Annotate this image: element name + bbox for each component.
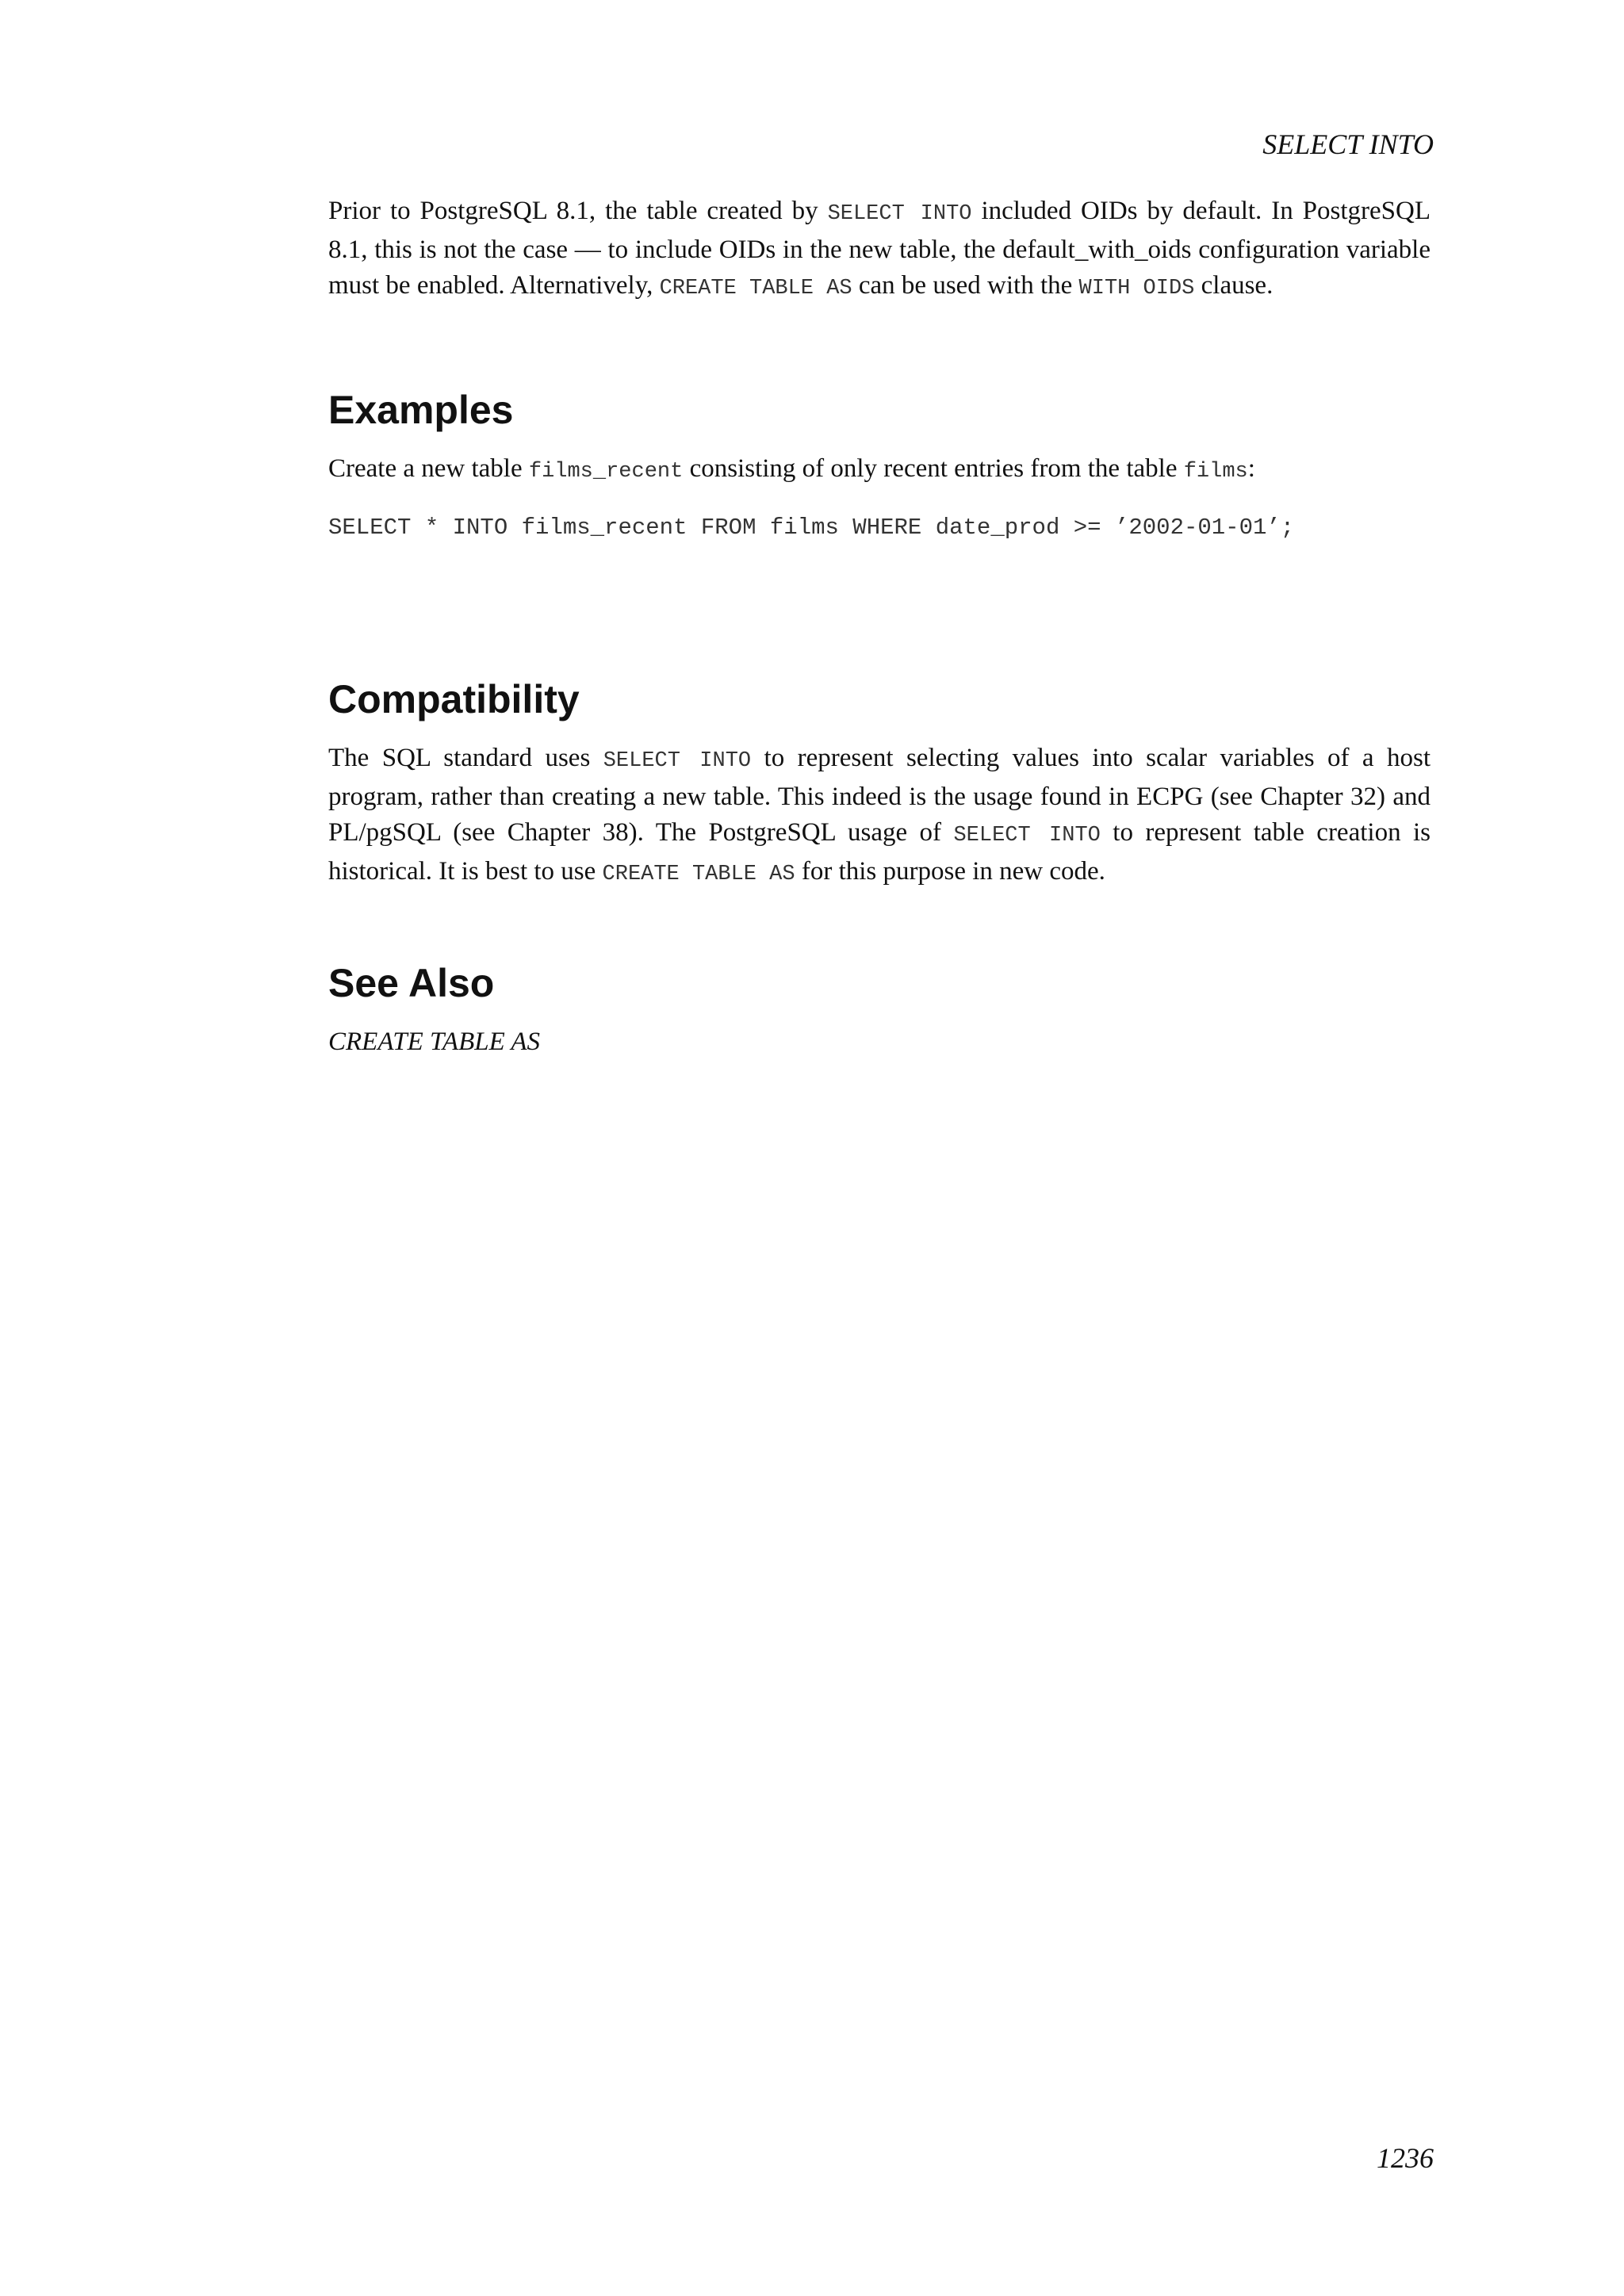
- intro-paragraph: [328, 193, 1431, 307]
- compatibility-paragraph: [328, 740, 1431, 893]
- compat-text-4: for this purpose in new code.: [795, 857, 1105, 886]
- intro-text-4: clause.: [1194, 271, 1274, 300]
- intro-code-1: SELECT INTO: [827, 202, 972, 226]
- examples-heading: Examples: [328, 388, 514, 432]
- examples-code-1: films_recent: [528, 460, 684, 484]
- example-code-block: SELECT * INTO films_recent FROM films WHERE date_prod >= ’2002-01-01’;: [328, 515, 1295, 541]
- compat-code-3: CREATE TABLE AS: [602, 863, 795, 886]
- compatibility-heading: Compatibility: [328, 677, 580, 721]
- see-also-link-create-table-as[interactable]: CREATE TABLE AS: [328, 1027, 541, 1056]
- running-header: SELECT INTO: [1262, 128, 1434, 160]
- compat-code-1: SELECT INTO: [603, 749, 752, 773]
- compat-text-1: The SQL standard uses: [328, 744, 603, 772]
- page-number: 1236: [1377, 2142, 1434, 2174]
- intro-text-1: Prior to PostgreSQL 8.1, the table created by: [328, 197, 828, 225]
- intro-text-2: included OIDs by default. In PostgreSQL 8.1, this is not the case — to include OIDs in the new table, the default_with_oids configuration variable must be enabled. Alternatively,: [328, 197, 1431, 300]
- compat-text-2: to represent selecting values into scalar variables of a host program, rather than creating a new table. This indeed is the usage found in ECPG (see Chapter 32) and PL/pgSQL (see Chapter 38). The PostgreSQL usage of: [328, 744, 1431, 847]
- examples-code-2: films: [1183, 460, 1248, 484]
- intro-code-3: WITH OIDS: [1078, 277, 1195, 300]
- see-also-heading: See Also: [328, 961, 495, 1005]
- examples-text-1: Create a new table: [328, 454, 529, 483]
- examples-text-3: :: [1247, 454, 1255, 483]
- examples-paragraph: [328, 451, 1431, 490]
- intro-text-3: can be used with the: [852, 271, 1079, 300]
- examples-text-2: consisting of only recent entries from the table: [683, 454, 1184, 483]
- intro-code-2: CREATE TABLE AS: [659, 277, 852, 300]
- compat-text-3: to represent table creation is historical. It is best to use: [328, 818, 1431, 886]
- compat-code-2: SELECT INTO: [953, 824, 1101, 848]
- page-content: [328, 193, 1431, 1060]
